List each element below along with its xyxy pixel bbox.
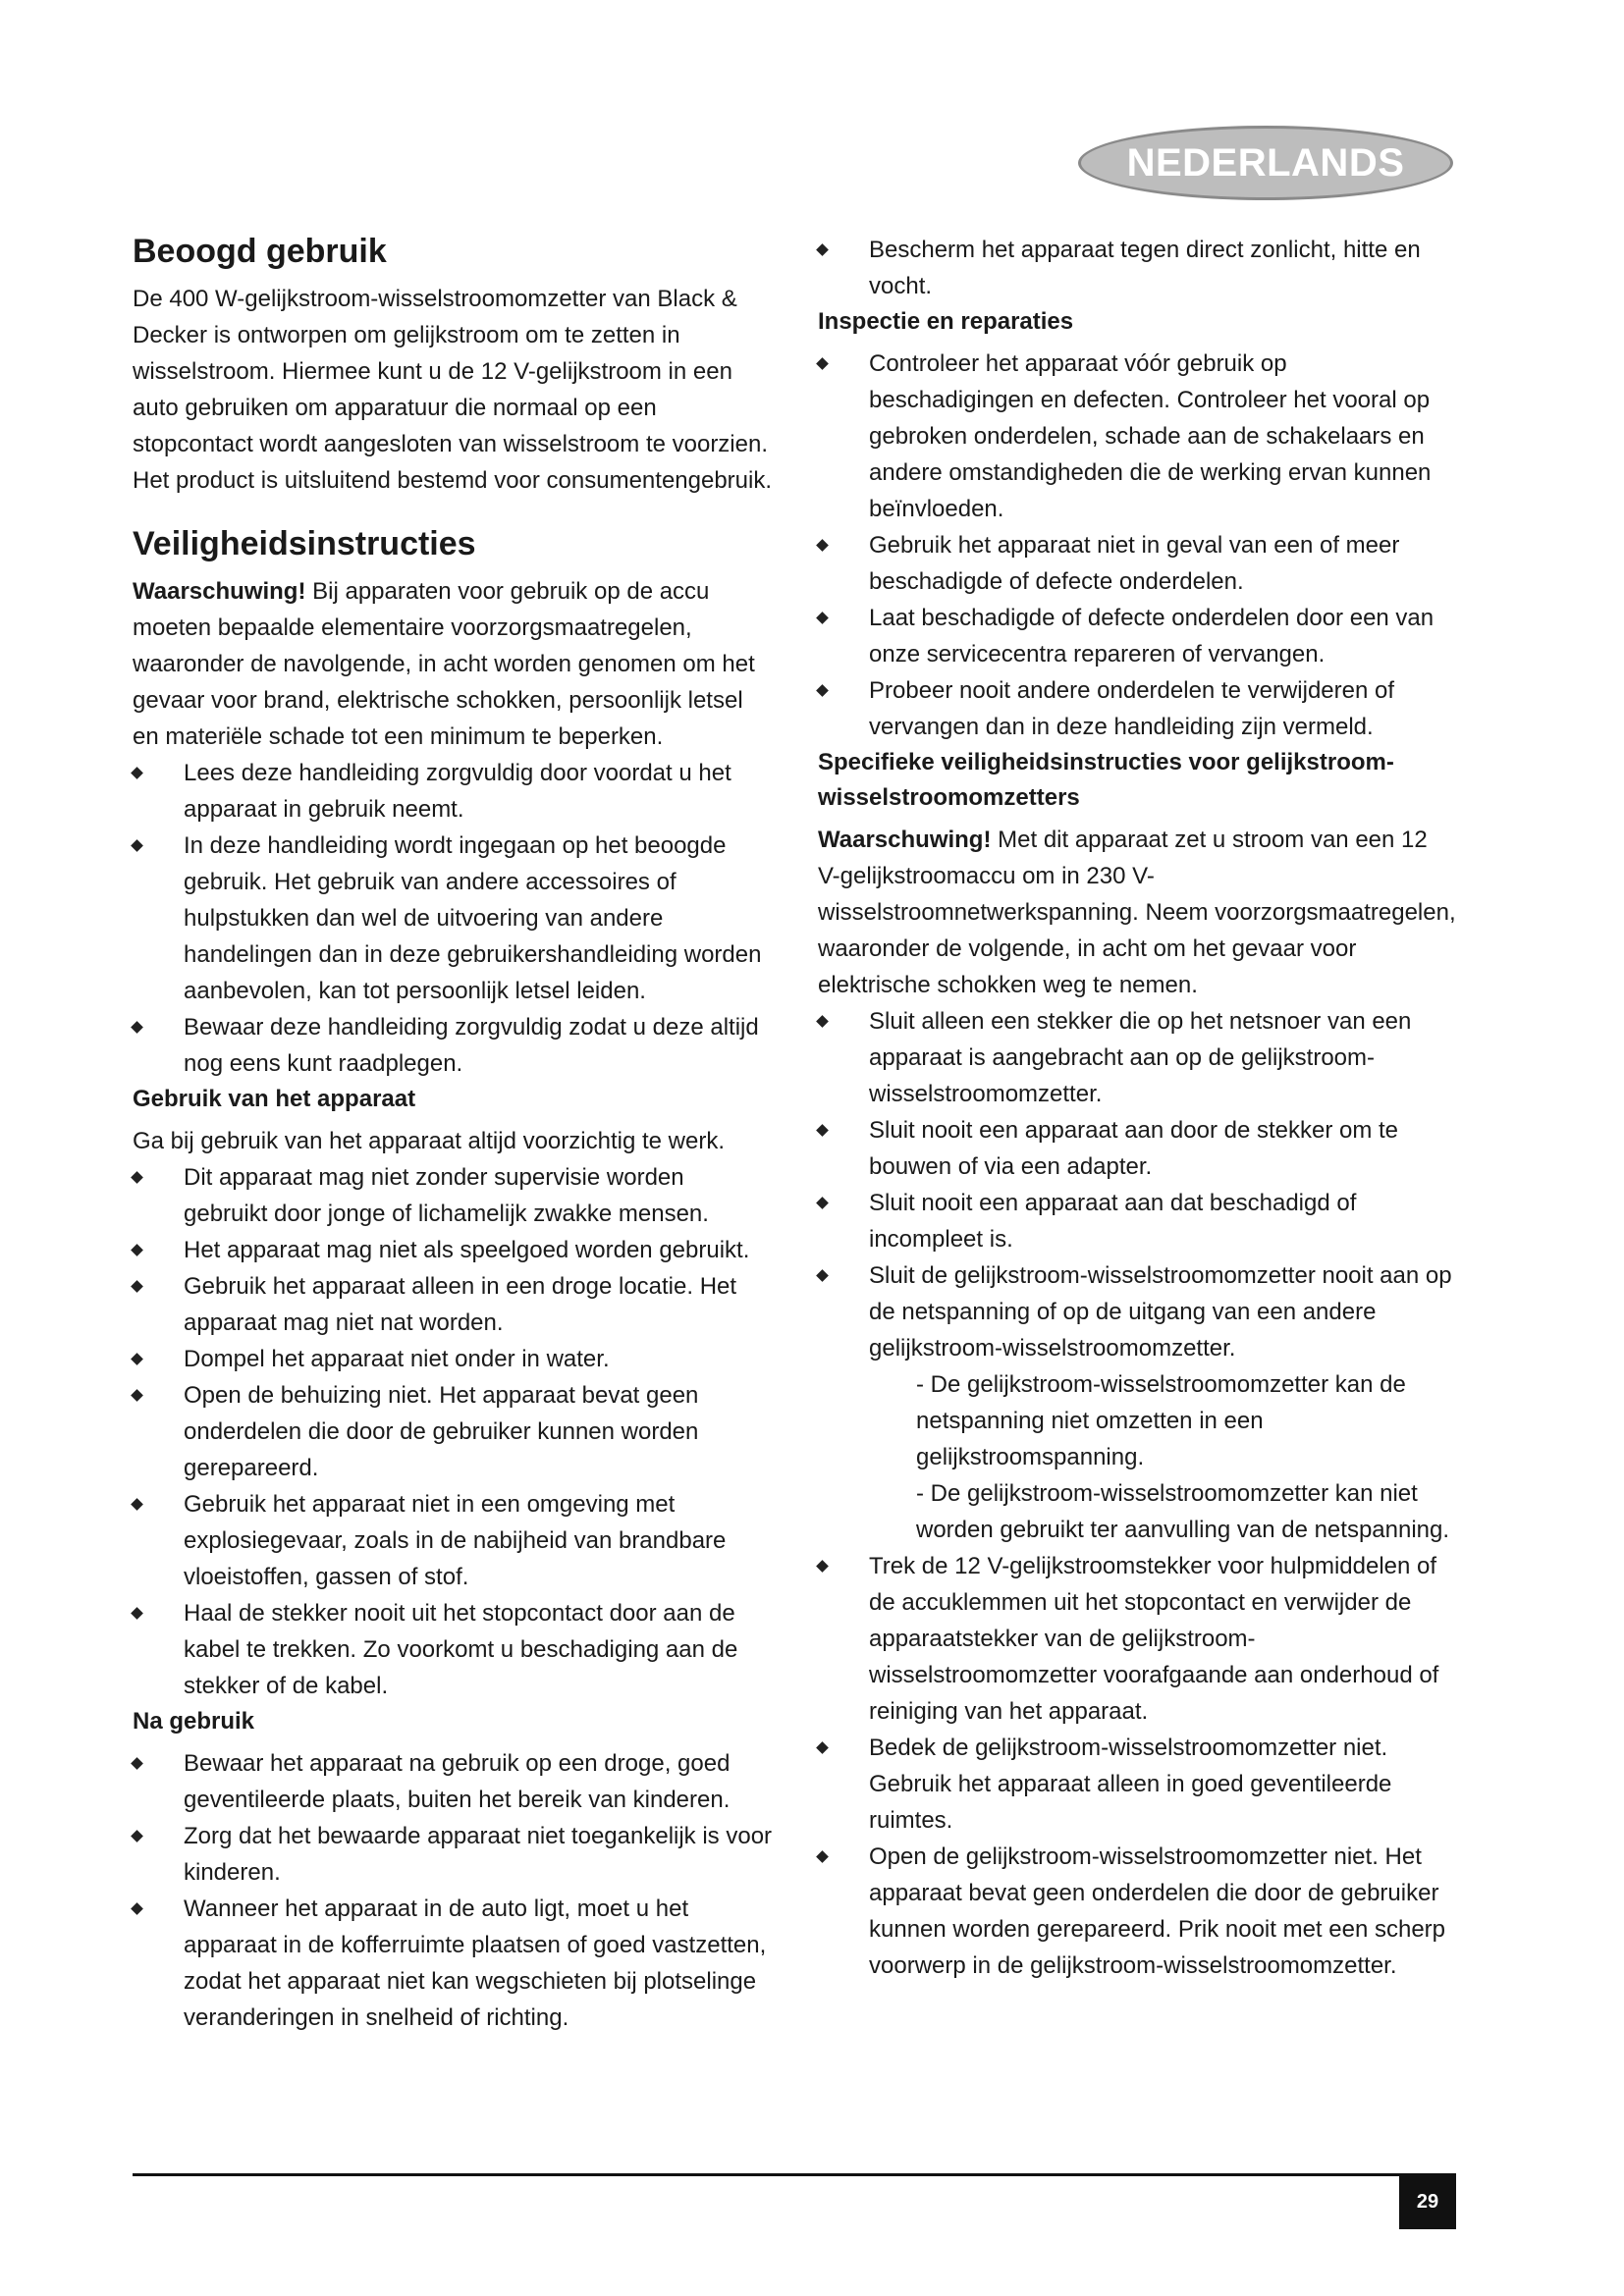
intended-use-heading: Beoogd gebruik xyxy=(133,233,387,270)
list-item: Bewaar deze handleiding zorgvuldig zodat u deze altijd nog eens kunt raadplegen. xyxy=(133,1009,773,1082)
sub-item: - De gelijkstroom-wisselstroomomzetter kan de netspanning niet omzetten in een gelijkstroomspanning. xyxy=(916,1371,1406,1470)
bullet-icon xyxy=(131,1280,143,1293)
list-item: Zorg dat het bewaarde apparaat niet toegankelijk is voor kinderen. xyxy=(133,1818,773,1891)
use-heading: Gebruik van het apparaat xyxy=(133,1086,416,1112)
list-item: Bescherm het apparaat tegen direct zonlicht, hitte en vocht. xyxy=(818,232,1456,304)
bullet-icon xyxy=(131,1353,143,1365)
bullet-icon xyxy=(816,1850,829,1863)
bullet-icon xyxy=(816,1124,829,1137)
specific-heading: Specifieke veiligheidsinstructies voor gelijkstroom-wisselstroomomzetters xyxy=(818,749,1394,811)
top-list xyxy=(818,232,1456,304)
use-intro: Ga bij gebruik van het apparaat altijd voorzichtig te werk. xyxy=(133,1128,725,1154)
sub-item: - De gelijkstroom-wisselstroomomzetter kan niet worden gebruikt ter aanvulling van de netspanning. xyxy=(916,1480,1450,1543)
bullet-icon xyxy=(816,612,829,624)
bullet-icon xyxy=(816,1269,829,1282)
bullet-icon xyxy=(816,1741,829,1754)
list-item: Dompel het apparaat niet onder in water. xyxy=(133,1341,773,1377)
list-item: Sluit alleen een stekker die op het netsnoer van een apparaat is aangebracht aan op de gelijkstroom-wisselstroomomzetter. xyxy=(818,1003,1456,1112)
bullet-icon xyxy=(131,839,143,852)
bullet-icon xyxy=(816,1015,829,1028)
language-label: NEDERLANDS xyxy=(1126,140,1405,185)
safety-list xyxy=(133,755,773,1082)
list-item: Sluit nooit een apparaat aan door de stekker om te bouwen of via een adapter. xyxy=(818,1112,1456,1185)
list-item: Gebruik het apparaat niet in geval van een of meer beschadigde of defecte onderdelen. xyxy=(818,527,1456,600)
after-use-list xyxy=(133,1745,773,2036)
bullet-icon xyxy=(131,1244,143,1256)
bullet-icon xyxy=(131,1171,143,1184)
list-item: Probeer nooit andere onderdelen te verwijderen of vervangen dan in deze handleiding zijn vermeld. xyxy=(818,672,1456,745)
list-item: Lees deze handleiding zorgvuldig door voordat u het apparaat in gebruik neemt. xyxy=(133,755,773,828)
list-item: Controleer het apparaat vóór gebruik op beschadigingen en defecten. Controleer het vooral op gebroken onderdelen, schade aan de schakelaars en andere omstandigheden die de werking ervan kunnen beïnvloeden. xyxy=(818,346,1456,527)
list-item: Open de gelijkstroom-wisselstroomomzetter niet. Het apparaat bevat geen onderdelen die door de gebruiker kunnen worden gerepareerd. Prik nooit met een scherp voorwerp in de gelijkstroom-wisselstroomomzetter. xyxy=(818,1839,1456,1984)
bullet-icon xyxy=(131,1757,143,1770)
inspection-list xyxy=(818,346,1456,745)
list-item: Wanneer het apparaat in de auto ligt, moet u het apparaat in de kofferruimte plaatsen of goed vastzetten, zodat het apparaat niet kan wegschieten bij plotselinge veranderingen in snelheid of richting. xyxy=(133,1891,773,2036)
after-use-heading: Na gebruik xyxy=(133,1708,255,1735)
list-item: Gebruik het apparaat alleen in een droge locatie. Het apparaat mag niet nat worden. xyxy=(133,1268,773,1341)
bullet-icon xyxy=(816,539,829,552)
intended-use-text: De 400 W-gelijkstroom-wisselstroomomzetter van Black & Decker is ontworpen om gelijkstroom om te zetten in wisselstroom. Hiermee kunt u de 12 V-gelijkstroom in een auto gebruiken om apparatuur die normaal op een stopcontact wordt aangesloten van wisselstroom te voorzien. Het product is uitsluitend bestemd voor consumentengebruik. xyxy=(133,286,773,494)
list-item: Laat beschadigde of defecte onderdelen door een van onze servicecentra repareren of vervangen. xyxy=(818,600,1456,672)
bullet-icon xyxy=(816,243,829,256)
list-item: Gebruik het apparaat niet in een omgeving met explosiegevaar, zoals in de nabijheid van brandbare vloeistoffen, gassen of stof. xyxy=(133,1486,773,1595)
list-item: Het apparaat mag niet als speelgoed worden gebruikt. xyxy=(133,1232,773,1268)
warning-text: Met dit apparaat zet u stroom van een 12 V-gelijkstroomaccu om in 230 V-wisselstroomnetwerkspanning. Neem voorzorgsmaatregelen, waaronder de volgende, in acht om het gevaar voor elektrische schokken weg te nemen. xyxy=(818,827,1456,998)
list-item: Sluit de gelijkstroom-wisselstroomomzetter nooit aan op de netspanning of op de uitgang van een andere gelijkstroom-wisselstroomomzetter. - De gelijkstroom-wisselstroomomzetter kan de netspanning niet omzetten in een gelijkstroomspanning. - De gelijkstroom-wisselstroomomzetter kan niet worden gebruikt ter aanvulling van de netspanning. xyxy=(818,1257,1456,1548)
warning-label: Waarschuwing! xyxy=(133,578,306,605)
list-item: Bedek de gelijkstroom-wisselstroomomzetter niet. Gebruik het apparaat alleen in goed geventileerde ruimtes. xyxy=(818,1730,1456,1839)
left-column xyxy=(133,232,773,2036)
specific-list xyxy=(818,1003,1456,1984)
use-list xyxy=(133,1159,773,1704)
bullet-icon xyxy=(816,1560,829,1573)
bullet-icon xyxy=(131,1498,143,1511)
specific-warning xyxy=(818,822,1456,1003)
safety-heading: Veiligheidsinstructies xyxy=(133,525,476,562)
bullet-icon xyxy=(131,1607,143,1620)
page-number: 29 xyxy=(1399,2174,1456,2229)
bullet-icon xyxy=(816,1197,829,1209)
inspection-heading: Inspectie en reparaties xyxy=(818,308,1074,335)
list-item: Sluit nooit een apparaat aan dat beschadigd of incompleet is. xyxy=(818,1185,1456,1257)
list-item: Haal de stekker nooit uit het stopcontact door aan de kabel te trekken. Zo voorkomt u beschadiging aan de stekker of de kabel. xyxy=(133,1595,773,1704)
footer-rule xyxy=(133,2173,1456,2176)
warning-label: Waarschuwing! xyxy=(818,827,992,853)
bullet-icon xyxy=(131,1830,143,1842)
list-item: Trek de 12 V-gelijkstroomstekker voor hulpmiddelen of de accuklemmen uit het stopcontact en verwijder de apparaatstekker van de gelijkstroom-wisselstroomomzetter voorafgaande aan onderhoud of reiniging van het apparaat. xyxy=(818,1548,1456,1730)
bullet-icon xyxy=(131,1021,143,1034)
bullet-icon xyxy=(131,767,143,779)
bullet-icon xyxy=(131,1389,143,1402)
safety-warning xyxy=(133,573,773,755)
list-item: Dit apparaat mag niet zonder supervisie worden gebruikt door jonge of lichamelijk zwakke mensen. xyxy=(133,1159,773,1232)
bullet-icon xyxy=(816,357,829,370)
bullet-icon xyxy=(131,1902,143,1915)
warning-text: Bij apparaten voor gebruik op de accu moeten bepaalde elementaire voorzorgsmaatregelen, waaronder de navolgende, in acht worden genomen om het gevaar voor brand, elektrische schokken, persoonlijk letsel en materiële schade tot een minimum te beperken. xyxy=(133,578,755,750)
language-badge xyxy=(1078,126,1453,200)
bullet-icon xyxy=(816,684,829,697)
right-column xyxy=(818,232,1456,1984)
list-item: Bewaar het apparaat na gebruik op een droge, goed geventileerde plaats, buiten het bereik van kinderen. xyxy=(133,1745,773,1818)
list-item: In deze handleiding wordt ingegaan op het beoogde gebruik. Het gebruik van andere accessoires of hulpstukken dan wel de uitvoering van andere handelingen dan in deze gebruikershandleiding worden aanbevolen, kan tot persoonlijk letsel leiden. xyxy=(133,828,773,1009)
list-item: Open de behuizing niet. Het apparaat bevat geen onderdelen die door de gebruiker kunnen worden gerepareerd. xyxy=(133,1377,773,1486)
